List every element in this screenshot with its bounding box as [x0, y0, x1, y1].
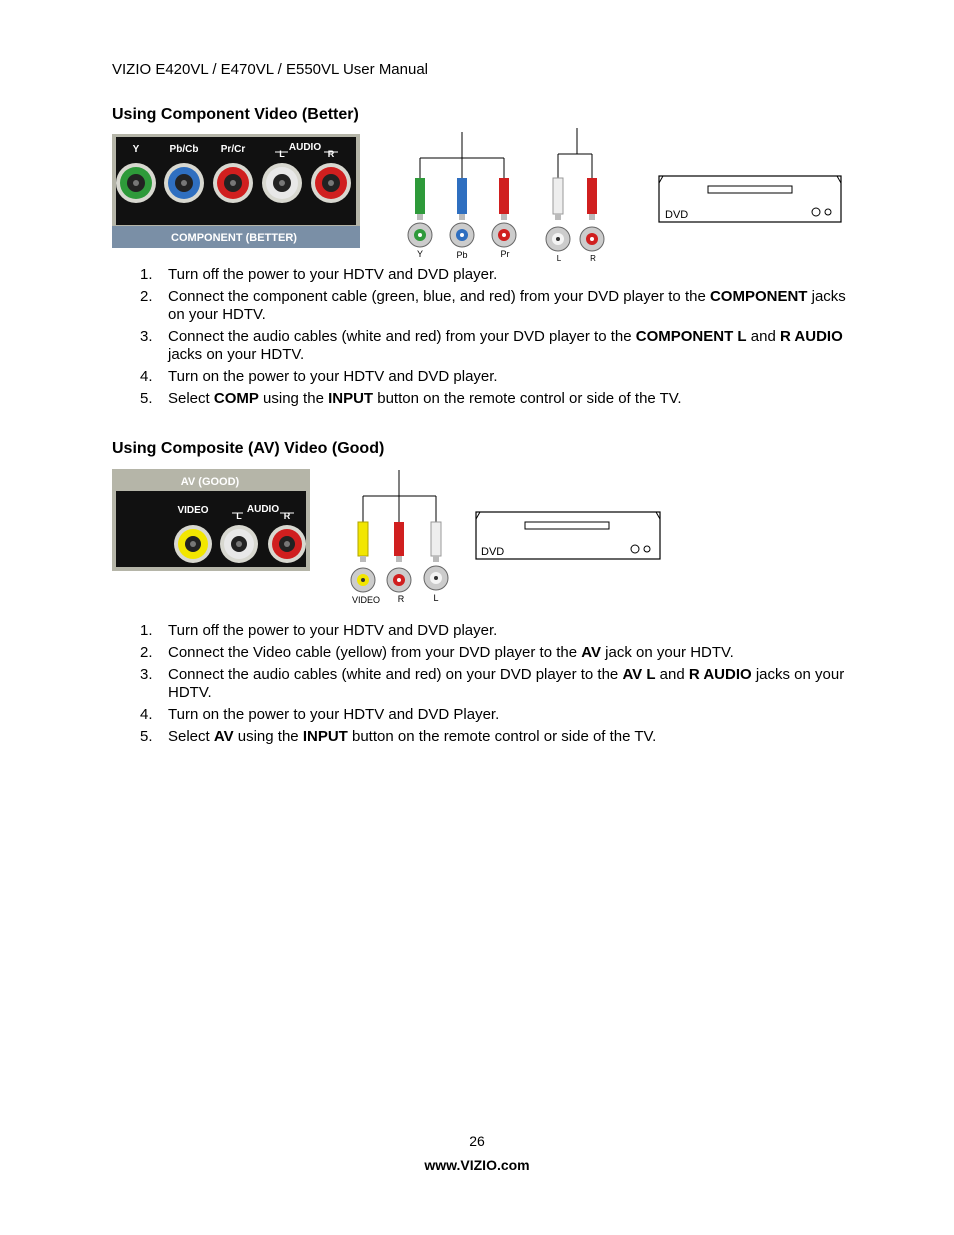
component-plug-audio-l: [546, 178, 570, 251]
composite-video-label: VIDEO: [177, 505, 209, 516]
component-panel-image: [112, 134, 360, 248]
component-audio-r-label: R: [327, 149, 335, 159]
step-number: 2.: [140, 288, 153, 305]
component-jack-label-pb: Pb/Cb: [169, 144, 199, 155]
composite-dvd-label: DVD: [481, 546, 505, 558]
component-plug-pb: [450, 178, 474, 247]
step-text: jacks on your HDTV.: [168, 666, 845, 701]
component-caption: COMPONENT (BETTER): [171, 232, 297, 244]
step-text: Turn on the power to your HDTV and DVD Player.: [168, 706, 500, 723]
component-cable-label-l: L: [556, 254, 562, 263]
step-text: jacks on your HDTV.: [168, 346, 305, 363]
composite-plug-audio-l: [424, 522, 448, 590]
step-text-bold: AV: [581, 644, 601, 661]
step-text: Select: [168, 728, 214, 745]
step-text: Select: [168, 390, 214, 407]
composite-cables-image: [345, 470, 460, 608]
step-number: 5.: [140, 728, 153, 745]
composite-jack-video: [174, 525, 212, 563]
step-item: [112, 644, 847, 662]
step-text: jack on your HDTV.: [601, 644, 734, 661]
component-jack-label-pr: Pr/Cr: [220, 144, 246, 155]
step-text: button on the remote control or side of the TV.: [347, 728, 657, 745]
composite-jack-audio-l: [220, 525, 258, 563]
step-text: Turn off the power to your HDTV and DVD player.: [168, 266, 498, 283]
step-item: [112, 368, 847, 386]
step-number: 5.: [140, 390, 153, 407]
step-text: Connect the audio cables (white and red) on your DVD player to the: [168, 666, 623, 683]
step-number: 1.: [140, 266, 153, 283]
composite-plug-audio-r: [387, 522, 411, 592]
component-jack-pb: [164, 163, 204, 203]
step-text-bold: AV L: [622, 666, 656, 683]
website-link[interactable]: www.VIZIO.com: [424, 1157, 530, 1173]
composite-steps-list: [112, 622, 847, 750]
component-jack-audio-r: [311, 163, 351, 203]
component-cable-label-y: Y: [416, 249, 424, 259]
step-text: and: [655, 666, 689, 683]
component-jack-y: [116, 163, 156, 203]
step-item: [112, 266, 847, 284]
step-item: [112, 390, 847, 408]
step-number: 3.: [140, 666, 153, 683]
composite-audio-l-label: L: [236, 511, 242, 521]
composite-audio-r-label: R: [283, 511, 291, 521]
component-cable-label-pr: Pr: [500, 249, 510, 259]
step-text: Turn off the power to your HDTV and DVD player.: [168, 622, 498, 639]
step-text: button on the remote control or side of the TV.: [373, 390, 682, 407]
component-heading: Using Component Video (Better): [112, 106, 359, 123]
component-audio-l-label: L: [279, 149, 285, 159]
step-text-bold: INPUT: [328, 390, 374, 407]
composite-audio-label: AUDIO: [246, 504, 280, 515]
composite-dvd-player-image: [475, 511, 662, 562]
step-text: Turn on the power to your HDTV and DVD player.: [168, 368, 498, 385]
composite-panel-image: [112, 469, 310, 571]
step-item: [112, 706, 847, 724]
component-audio-label: AUDIO: [288, 142, 322, 153]
component-cables-image: [400, 126, 615, 266]
component-jack-audio-l: [262, 163, 302, 203]
step-item: [112, 666, 847, 702]
composite-cable-label-l: L: [433, 593, 439, 603]
step-text-bold: COMP: [213, 390, 259, 407]
step-text-bold: COMPONENT L: [635, 328, 747, 345]
composite-jack-audio-r: [268, 525, 306, 563]
step-text-bold: COMPONENT: [709, 288, 808, 305]
step-text-bold: R AUDIO: [779, 328, 843, 345]
document-header: VIZIO E420VL / E470VL / E550VL User Manual: [112, 61, 429, 78]
step-number: 4.: [140, 706, 153, 723]
component-dvd-player-image: [658, 175, 843, 225]
component-steps-list: [112, 266, 847, 412]
component-cable-label-r: R: [590, 254, 596, 263]
step-item: [112, 728, 847, 746]
component-plug-audio-r: [580, 178, 604, 251]
step-text-bold: INPUT: [302, 728, 348, 745]
step-item: [112, 622, 847, 640]
step-text-bold: R AUDIO: [688, 666, 752, 683]
step-text: and: [746, 328, 780, 345]
step-text-bold: AV: [213, 728, 234, 745]
composite-plug-video: [351, 522, 375, 592]
composite-cable-label-video: VIDEO: [351, 595, 381, 605]
component-dvd-label: DVD: [665, 209, 689, 221]
step-text: using the: [233, 728, 303, 745]
step-number: 3.: [140, 328, 153, 345]
step-text: Connect the Video cable (yellow) from your DVD player to the: [168, 644, 582, 661]
component-plug-pr: [492, 178, 516, 247]
page-number: 26: [469, 1133, 485, 1149]
step-number: 4.: [140, 368, 153, 385]
composite-cable-label-r: R: [397, 594, 405, 604]
step-item: [112, 288, 847, 324]
step-text: using the: [258, 390, 329, 407]
composite-panel-title: AV (GOOD): [180, 476, 240, 488]
component-jack-pr: [213, 163, 253, 203]
step-text: Connect the component cable (green, blue, and red) from your DVD player to the: [168, 288, 710, 305]
step-number: 1.: [140, 622, 153, 639]
step-item: [112, 328, 847, 364]
step-text: jacks on your HDTV.: [168, 288, 846, 323]
composite-heading: Using Composite (AV) Video (Good): [112, 440, 385, 457]
component-jack-label-y: Y: [132, 144, 140, 155]
step-text: Connect the audio cables (white and red) from your DVD player to the: [168, 328, 636, 345]
component-cable-label-pb: Pb: [456, 250, 468, 260]
component-plug-y: [408, 178, 432, 247]
step-number: 2.: [140, 644, 153, 661]
